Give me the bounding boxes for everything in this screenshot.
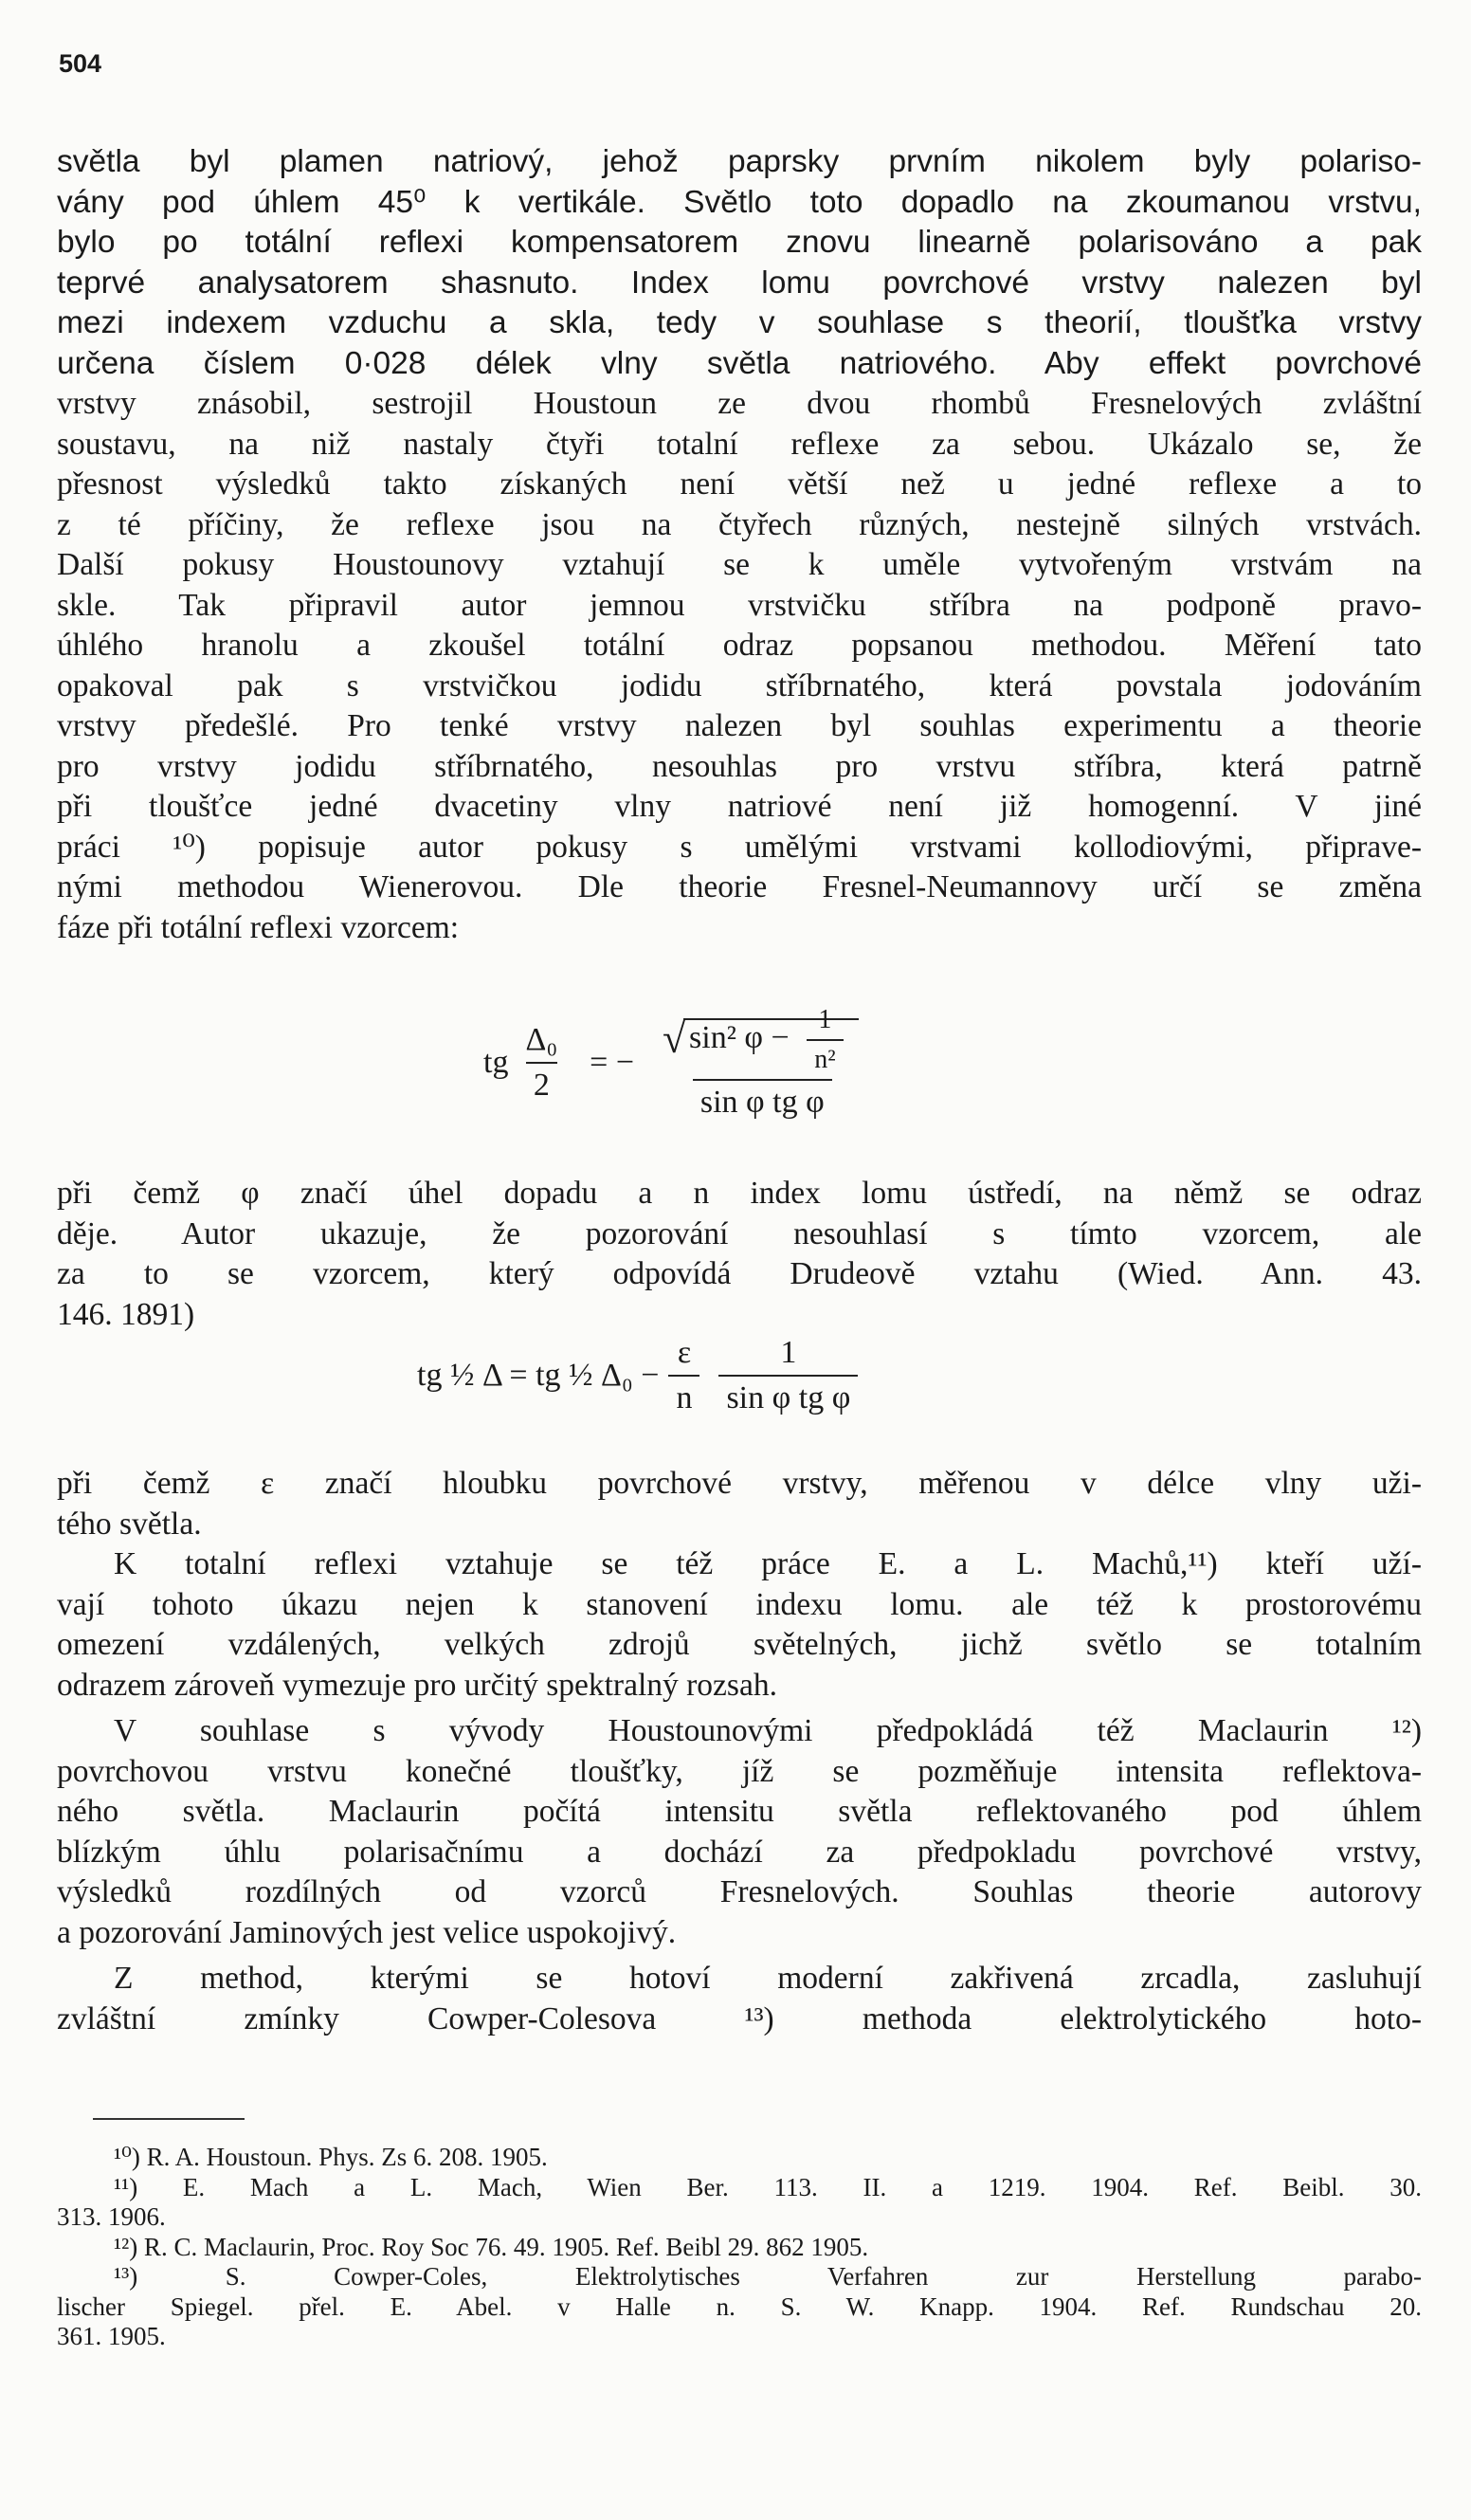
text-line: Další pokusy Houstounovy vztahují se k uměle vytvořeným vrstvám na — [57, 547, 1422, 582]
fraction-denominator: sin φ tg φ — [718, 1375, 858, 1416]
fraction-numerator: ε — [677, 1335, 692, 1370]
formula-left-side: tg ½ Δ = tg ½ Δ₀ − — [417, 1358, 660, 1393]
paragraph-block-2 — [57, 1174, 1422, 1335]
fraction-delta-half — [518, 1022, 565, 1104]
text-line: 146. 1891) — [57, 1296, 195, 1332]
text-line: fáze při totální reflexi vzorcem: — [57, 909, 460, 945]
text-line: ného světla. Maclaurin počítá intensitu světla reflektovaného pod úhlem — [57, 1794, 1422, 1829]
footnote: ¹⁰) R. A. Houstoun. Phys. Zs 6. 208. 1905. — [114, 2143, 548, 2171]
text-line: vrstvy znásobil, sestrojil Houstoun ze dvou rhombů Fresnelových zvláštní — [57, 386, 1422, 421]
text-line: pro vrstvy jodidu stříbrnatého, nesouhlas pro vrstvu stříbra, která patrně — [57, 748, 1422, 784]
fraction-denominator: sin φ tg φ — [693, 1079, 832, 1121]
text-line: při čemž φ značí úhel dopadu a n index lomu ústředí, na němž se odraz — [57, 1176, 1422, 1211]
text-line: soustavu, na niž nastaly čtyři totalní reflexe za sebou. Ukázalo se, že — [57, 426, 1422, 462]
footnote: ¹²) R. C. Maclaurin, Proc. Roy Soc 76. 49. 1905. Ref. Beibl 29. 862 1905. — [114, 2232, 869, 2261]
text-line: opakoval pak s vrstvičkou jodidu stříbrnatého, která povstala jodováním — [57, 667, 1422, 703]
formula-lhs-tg: tg — [483, 1045, 509, 1080]
text-line: za to se vzorcem, který odpovídá Drudeově vztahu (Wied. Ann. 43. — [57, 1256, 1422, 1291]
sqrt-body: sin² φ − — [689, 1019, 798, 1055]
fraction-main — [659, 1005, 866, 1121]
text-line: vají tohoto úkazu nejen k stanovení indexu lomu. ale též k prostorovému — [57, 1586, 1422, 1622]
text-line: V souhlase s vývody Houstounovými předpokládá též Maclaurin ¹²) — [114, 1713, 1422, 1748]
square-root — [683, 1005, 859, 1074]
text-line: vány pod úhlem 45⁰ k vertikále. Světlo toto dopadlo na zkoumanou vrstvu, — [57, 184, 1422, 220]
text-line: světla byl plamen natriový, jehož paprsky prvním nikolem byly polariso- — [57, 144, 1422, 179]
footnote: 361. 1905. — [57, 2322, 166, 2350]
text-line: bylo po totální reflexi kompensatorem znovu linearně polarisováno a pak — [57, 225, 1422, 260]
text-line: nými methodou Wienerovou. Dle theorie Fresnel-Neumannovy určí se změna — [57, 869, 1422, 904]
fraction-numerator: 1 — [780, 1335, 797, 1370]
text-line: z té příčiny, že reflexe jsou na čtyřech různých, nestejně silných vrstvách. — [57, 506, 1422, 542]
page-number: 504 — [59, 49, 102, 78]
text-line: a pozorování Jaminových jest velice uspokojivý. — [57, 1914, 677, 1950]
fraction-inverse-n-squared — [807, 1005, 843, 1075]
footnote: lischer Spiegel. přel. E. Abel. v Halle n. S. W. Knapp. 1904. Ref. Rundschau 20. — [57, 2292, 1422, 2321]
formula-equals-minus: = − — [590, 1045, 635, 1080]
text-line: práci ¹⁰) popisuje autor pokusy s umělými vrstvami kollodiovými, připrave- — [57, 829, 1422, 865]
text-line: mezi indexem vzduchu a skla, tedy v souhlase s theorií, tloušťka vrstvy — [57, 305, 1422, 340]
text-line: povrchovou vrstvu konečné tloušťky, jíž se pozměňuje intensita reflektova- — [57, 1753, 1422, 1789]
fraction-epsilon-over-n — [668, 1335, 699, 1416]
text-line: K totalní reflexi vztahuje se též práce E. a L. Machů,¹¹) kteří uží- — [114, 1546, 1422, 1581]
text-line: omezení vzdálených, velkých zdrojů světelných, jichž světlo se totalním — [57, 1627, 1422, 1662]
footnote: ¹¹) E. Mach a L. Mach, Wien Ber. 113. II. a 1219. 1904. Ref. Beibl. 30. — [114, 2172, 1422, 2201]
formula-total-reflection-phase — [483, 1005, 876, 1121]
fraction-denominator: 2 — [526, 1062, 557, 1104]
text-line: blízkým úhlu polarisačnímu a dochází za předpokladu povrchové vrstvy, — [57, 1834, 1422, 1870]
text-line: úhlého hranolu a zkoušel totální odraz popsanou methodou. Měření tato — [57, 628, 1422, 663]
fraction-numerator — [659, 1005, 866, 1079]
formula-drude-relation — [417, 1335, 867, 1416]
text-line: při čemž ε značí hloubku povrchové vrstvy, měřenou v délce vlny uži- — [57, 1466, 1422, 1501]
fraction-numerator: Δ₀ — [525, 1022, 558, 1057]
text-line: přesnost výsledků takto získaných není větší než u jedné reflexe a to — [57, 466, 1422, 502]
footnote: 313. 1906. — [57, 2202, 166, 2231]
text-line: Z method, kterými se hotoví moderní zakřivená zrcadla, zasluhují — [114, 1961, 1422, 1996]
footnotes — [57, 2143, 1422, 2352]
text-line: určena číslem 0·028 délek vlny světla natriového. Aby effekt povrchové — [57, 345, 1422, 381]
paragraph-block-1 — [57, 142, 1422, 948]
fraction-numerator: 1 — [818, 1005, 832, 1034]
text-line: zvláštní zmínky Cowper-Colesova ¹³) methoda elektrolytického hoto- — [57, 2000, 1422, 2036]
text-line: skle. Tak připravil autor jemnou vrstvičku stříbra na podponě pravo- — [57, 587, 1422, 623]
text-line: děje. Autor ukazuje, že pozorování nesouhlasí s tímto vzorcem, ale — [57, 1215, 1422, 1251]
text-line: odrazem zároveň vymezuje pro určitý spektralný rozsah. — [57, 1667, 777, 1703]
text-line: při tloušťce jedné dvacetiny vlny natriové není již homogenní. V jiné — [57, 789, 1422, 824]
footnote-separator — [93, 2118, 245, 2120]
text-line: výsledků rozdílných od vzorců Fresnelových. Souhlas theorie autorovy — [57, 1874, 1422, 1909]
paragraph-block-3 — [57, 1464, 1422, 2039]
text-line: teprvé analysatorem shasnuto. Index lomu povrchové vrstvy nalezen byl — [57, 265, 1422, 301]
fraction-denominator: n — [668, 1375, 699, 1416]
fraction-inverse-sin-tg — [718, 1335, 858, 1416]
fraction-denominator: n² — [807, 1039, 843, 1075]
text-line: vrstvy předešlé. Pro tenké vrstvy nalezen byl souhlas experimentu a theorie — [57, 708, 1422, 743]
text-line: tého světla. — [57, 1506, 202, 1542]
footnote: ¹³) S. Cowper-Coles, Elektrolytisches Verfahren zur Herstellung parabo- — [114, 2262, 1422, 2291]
